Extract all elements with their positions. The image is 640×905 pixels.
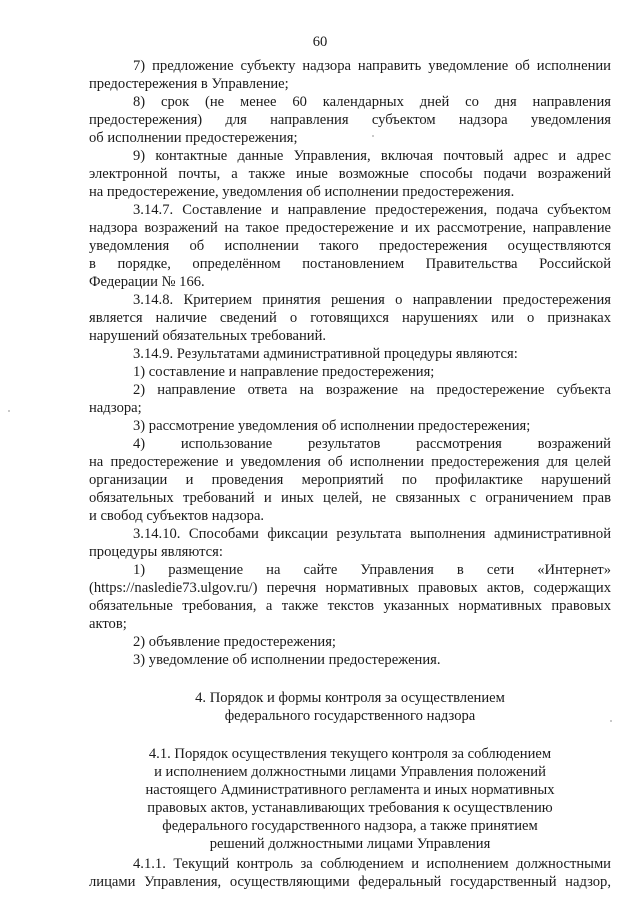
text-line: актов; <box>89 616 127 632</box>
text-line: на предостережение, уведомления об исполнении предостережения. <box>89 184 515 200</box>
text-line: в порядке, определённом постановлением Правительства Российской <box>89 256 611 272</box>
text-line: (https://nasledie73.ulgov.ru/) перечня нормативных правовых актов, содержащих <box>89 580 611 596</box>
text-line: уведомления об исполнении такого предостережения осуществляются <box>89 238 611 254</box>
text-line: 4.1.1. Текущий контроль за соблюдением и исполнением должностными <box>133 856 611 872</box>
section-heading: 4. Порядок и формы контроля за осуществлением <box>195 690 505 706</box>
text-line: нарушений обязательных требований. <box>89 328 327 344</box>
text-line: 3.14.8. Критерием принятия решения о направлении предостережения <box>133 292 611 308</box>
text-line: Федерации № 166. <box>89 274 205 290</box>
subsection-heading: правовых актов, устанавливающих требования к осуществлению <box>147 800 553 816</box>
scan-speck <box>8 410 10 412</box>
text-line: процедуры являются: <box>89 544 223 560</box>
section-heading: федерального государственного надзора <box>224 708 476 724</box>
text-line: 3.14.9. Результатами административной процедуры являются: <box>133 346 518 362</box>
text-line: 3) рассмотрение уведомления об исполнении предостережения; <box>133 418 531 434</box>
text-line: электронной почты, а также иные возможные способы подачи возражений <box>89 166 611 182</box>
text-line: надзора; <box>89 400 142 416</box>
text-line: 3) уведомление об исполнении предостережения. <box>133 652 441 668</box>
scan-speck <box>372 135 374 137</box>
text-line: 4) использование результатов рассмотрения возражений <box>133 436 611 452</box>
text-line: предостережения в Управление; <box>89 76 289 92</box>
text-line: 2) направление ответа на возражение на предостережение субъекта <box>133 382 611 398</box>
text-line: 8) срок (не менее 60 календарных дней со дня направления <box>133 94 611 110</box>
subsection-heading: настоящего Административного регламента и иных нормативных <box>145 782 555 798</box>
text-line: организации и проведения мероприятий по профилактике нарушений <box>89 472 611 488</box>
text-line: является наличие сведений о готовящихся нарушениях или о признаках <box>89 310 611 326</box>
text-line: надзора возражений на такое предостережение и их рассмотрение, направление <box>89 220 611 236</box>
text-line: обязательных требований и иных целей, не связанных с ограничением прав <box>89 490 611 506</box>
scan-speck <box>610 720 612 722</box>
text-line: 1) размещение на сайте Управления в сети «Интернет» <box>133 562 611 578</box>
subsection-heading: и исполнением должностными лицами Управления положений <box>154 764 546 780</box>
text-line: 3.14.10. Способами фиксации результата выполнения административной <box>133 526 611 542</box>
page-number: 60 <box>312 34 328 50</box>
text-line: 9) контактные данные Управления, включая почтовый адрес и адрес <box>133 148 611 164</box>
text-line: обязательные требования, а также текстов указанных нормативных правовых <box>89 598 611 614</box>
text-line: на предостережение и уведомления об исполнении предостережения для целей <box>89 454 611 470</box>
text-line: 2) объявление предостережения; <box>133 634 336 650</box>
text-line: 3.14.7. Составление и направление предостережения, подача субъектом <box>133 202 611 218</box>
text-line: и свобод субъектов надзора. <box>89 508 265 524</box>
subsection-heading: федерального государственного надзора, а также принятием <box>162 818 538 834</box>
subsection-heading: 4.1. Порядок осуществления текущего контроля за соблюдением <box>148 746 552 762</box>
text-line: 1) составление и направление предостережения; <box>133 364 435 380</box>
text-line: лицами Управления, осуществляющими федеральный государственный надзор, <box>89 874 611 890</box>
text-line: об исполнении предостережения; <box>89 130 298 146</box>
text-line: предостережения) для направления субъектом надзора уведомления <box>89 112 611 128</box>
text-line: 7) предложение субъекту надзора направить уведомление об исполнении <box>133 58 611 74</box>
subsection-heading: решений должностными лицами Управления <box>209 836 491 852</box>
